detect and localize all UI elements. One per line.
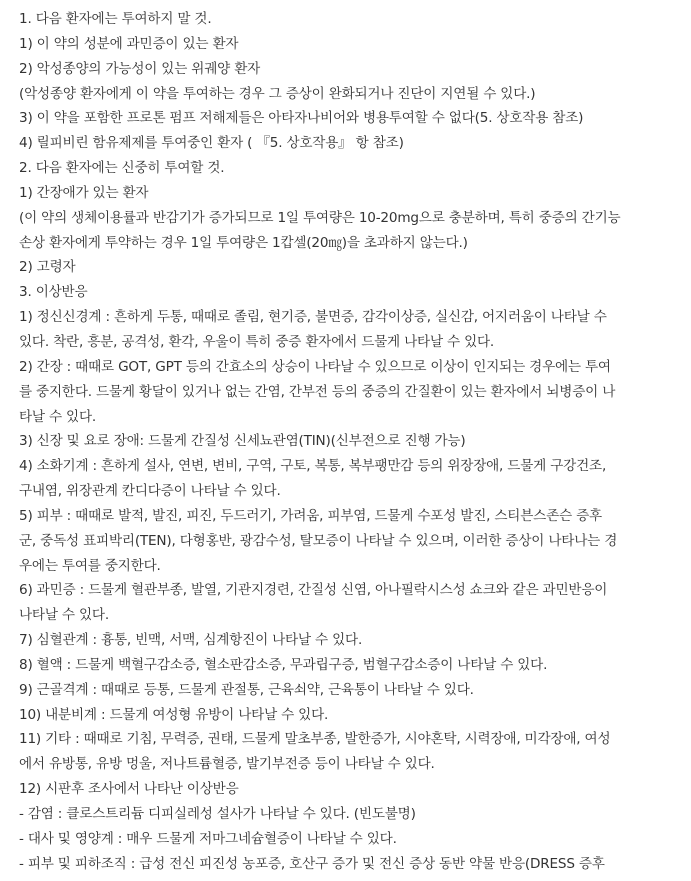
text-line: - 피부 및 피하조직 : 급성 전신 피진성 농포증, 호산구 증가 및 전신 증상 동반 약물 반응(DRESS 증후 (19, 855, 605, 872)
text-line: 1) 간장애가 있는 환자 (19, 184, 149, 201)
text-line: (이 약의 생체이용률과 반감기가 증가되므로 1일 투여량은 10-20mg으로 충분하며, 특히 중증의 간기능 (19, 209, 621, 226)
text-line: 타날 수 있다. (19, 408, 97, 425)
text-line: - 감염 : 클로스트리듐 디피실레성 설사가 나타날 수 있다. (빈도불명) (19, 806, 416, 822)
text-line: 7) 심혈관계 : 흉통, 빈맥, 서맥, 심계항진이 나타날 수 있다. (19, 632, 363, 649)
text-line: 있다. 착란, 흥분, 공격성, 환각, 우울이 특히 중증 환자에서 드물게 나타날 수 있다. (19, 333, 495, 350)
text-line: 2) 간장 : 때때로 GOT, GPT 등의 간효소의 상승이 나타날 수 있으므로 이상이 인지되는 경우에는 투여 (19, 358, 611, 375)
text-line: 8) 혈액 : 드물게 백혈구감소증, 혈소판감소증, 무과립구증, 범혈구감소증이 나타날 수 있다. (19, 656, 548, 673)
text-line: 우에는 투여를 중지한다. (19, 557, 161, 574)
text-line: 12) 시판후 조사에서 나타난 이상반응 (19, 781, 239, 798)
text-line: 4) 릴피비린 함유제제를 투여중인 환자 ( 『5. 상호작용』 항 참조) (19, 135, 404, 152)
text-line: 5) 피부 : 때때로 발적, 발진, 피진, 두드러기, 가려움, 피부염, 드물게 수포성 발진, 스티븐스존슨 증후 (19, 507, 602, 524)
text-line: 에서 유방통, 유방 멍울, 저나트륨혈증, 발기부전증 등이 나타날 수 있다. (19, 756, 435, 773)
text-line: 2. 다음 환자에는 신중히 투여할 것. (19, 160, 225, 177)
text-line: 6) 과민증 : 드물게 혈관부종, 발열, 기관지경련, 간질성 신염, 아나필락시스성 쇼크와 같은 과민반응이 (19, 582, 608, 599)
text-line: 4) 소화기계 : 흔하게 설사, 연변, 변비, 구역, 구토, 복통, 복부팽만감 등의 위장장애, 드물게 구강건조, (19, 458, 607, 475)
text-line: 2) 고령자 (19, 259, 76, 276)
text-line: 3) 이 약을 포함한 프로톤 펌프 저해제들은 아타자나비어와 병용투여할 수 없다(5. 상호작용 참조) (19, 110, 584, 127)
text-line: 손상 환자에게 투약하는 경우 1일 투여량은 1캅셀(20㎎)을 초과하지 않는다.) (19, 234, 468, 251)
text-line: (악성종양 환자에게 이 약을 투여하는 경우 그 증상이 완화되거나 진단이 지연될 수 있다.) (19, 85, 536, 102)
text-line: 군, 중독성 표피박리(TEN), 다형홍반, 광감수성, 탈모증이 나타날 수 있으며, 이러한 증상이 나타나는 경 (19, 532, 618, 549)
text-line: 3) 신장 및 요로 장애: 드물게 간질성 신세뇨관염(TIN)(신부전으로 진행 가능) (19, 433, 466, 450)
text-line: 1) 이 약의 성분에 과민증이 있는 환자 (19, 35, 239, 52)
text-line: 11) 기타 : 때때로 기침, 무력증, 권태, 드물게 말초부종, 발한증가, 시야혼탁, 시력장애, 미각장애, 여성 (19, 731, 611, 748)
text-line: 3. 이상반응 (19, 284, 88, 301)
text-line: 1) 정신신경계 : 흔하게 두통, 때때로 졸림, 현기증, 불면증, 감각이상증, 실신감, 어지러움이 나타날 수 (19, 309, 607, 326)
text-line: 를 중지한다. 드물게 황달이 있거나 없는 간염, 간부전 등의 중증의 간질환이 있는 환자에서 뇌병증이 나 (19, 383, 616, 400)
text-line: - 대사 및 영양계 : 매우 드물게 저마그네슘혈증이 나타날 수 있다. (19, 830, 397, 847)
text-line: 나타날 수 있다. (19, 607, 109, 624)
document-body (19, 7, 679, 877)
text-line: 2) 악성종양의 가능성이 있는 위궤양 환자 (19, 60, 261, 77)
text-line: 10) 내분비계 : 드물게 여성형 유방이 나타날 수 있다. (19, 706, 329, 723)
text-line: 1. 다음 환자에는 투여하지 말 것. (19, 11, 212, 27)
text-line: 9) 근골격계 : 때때로 등통, 드물게 관절통, 근육쇠약, 근육통이 나타날 수 있다. (19, 681, 474, 698)
text-line: 구내염, 위장관계 칸디다증이 나타날 수 있다. (19, 483, 281, 500)
